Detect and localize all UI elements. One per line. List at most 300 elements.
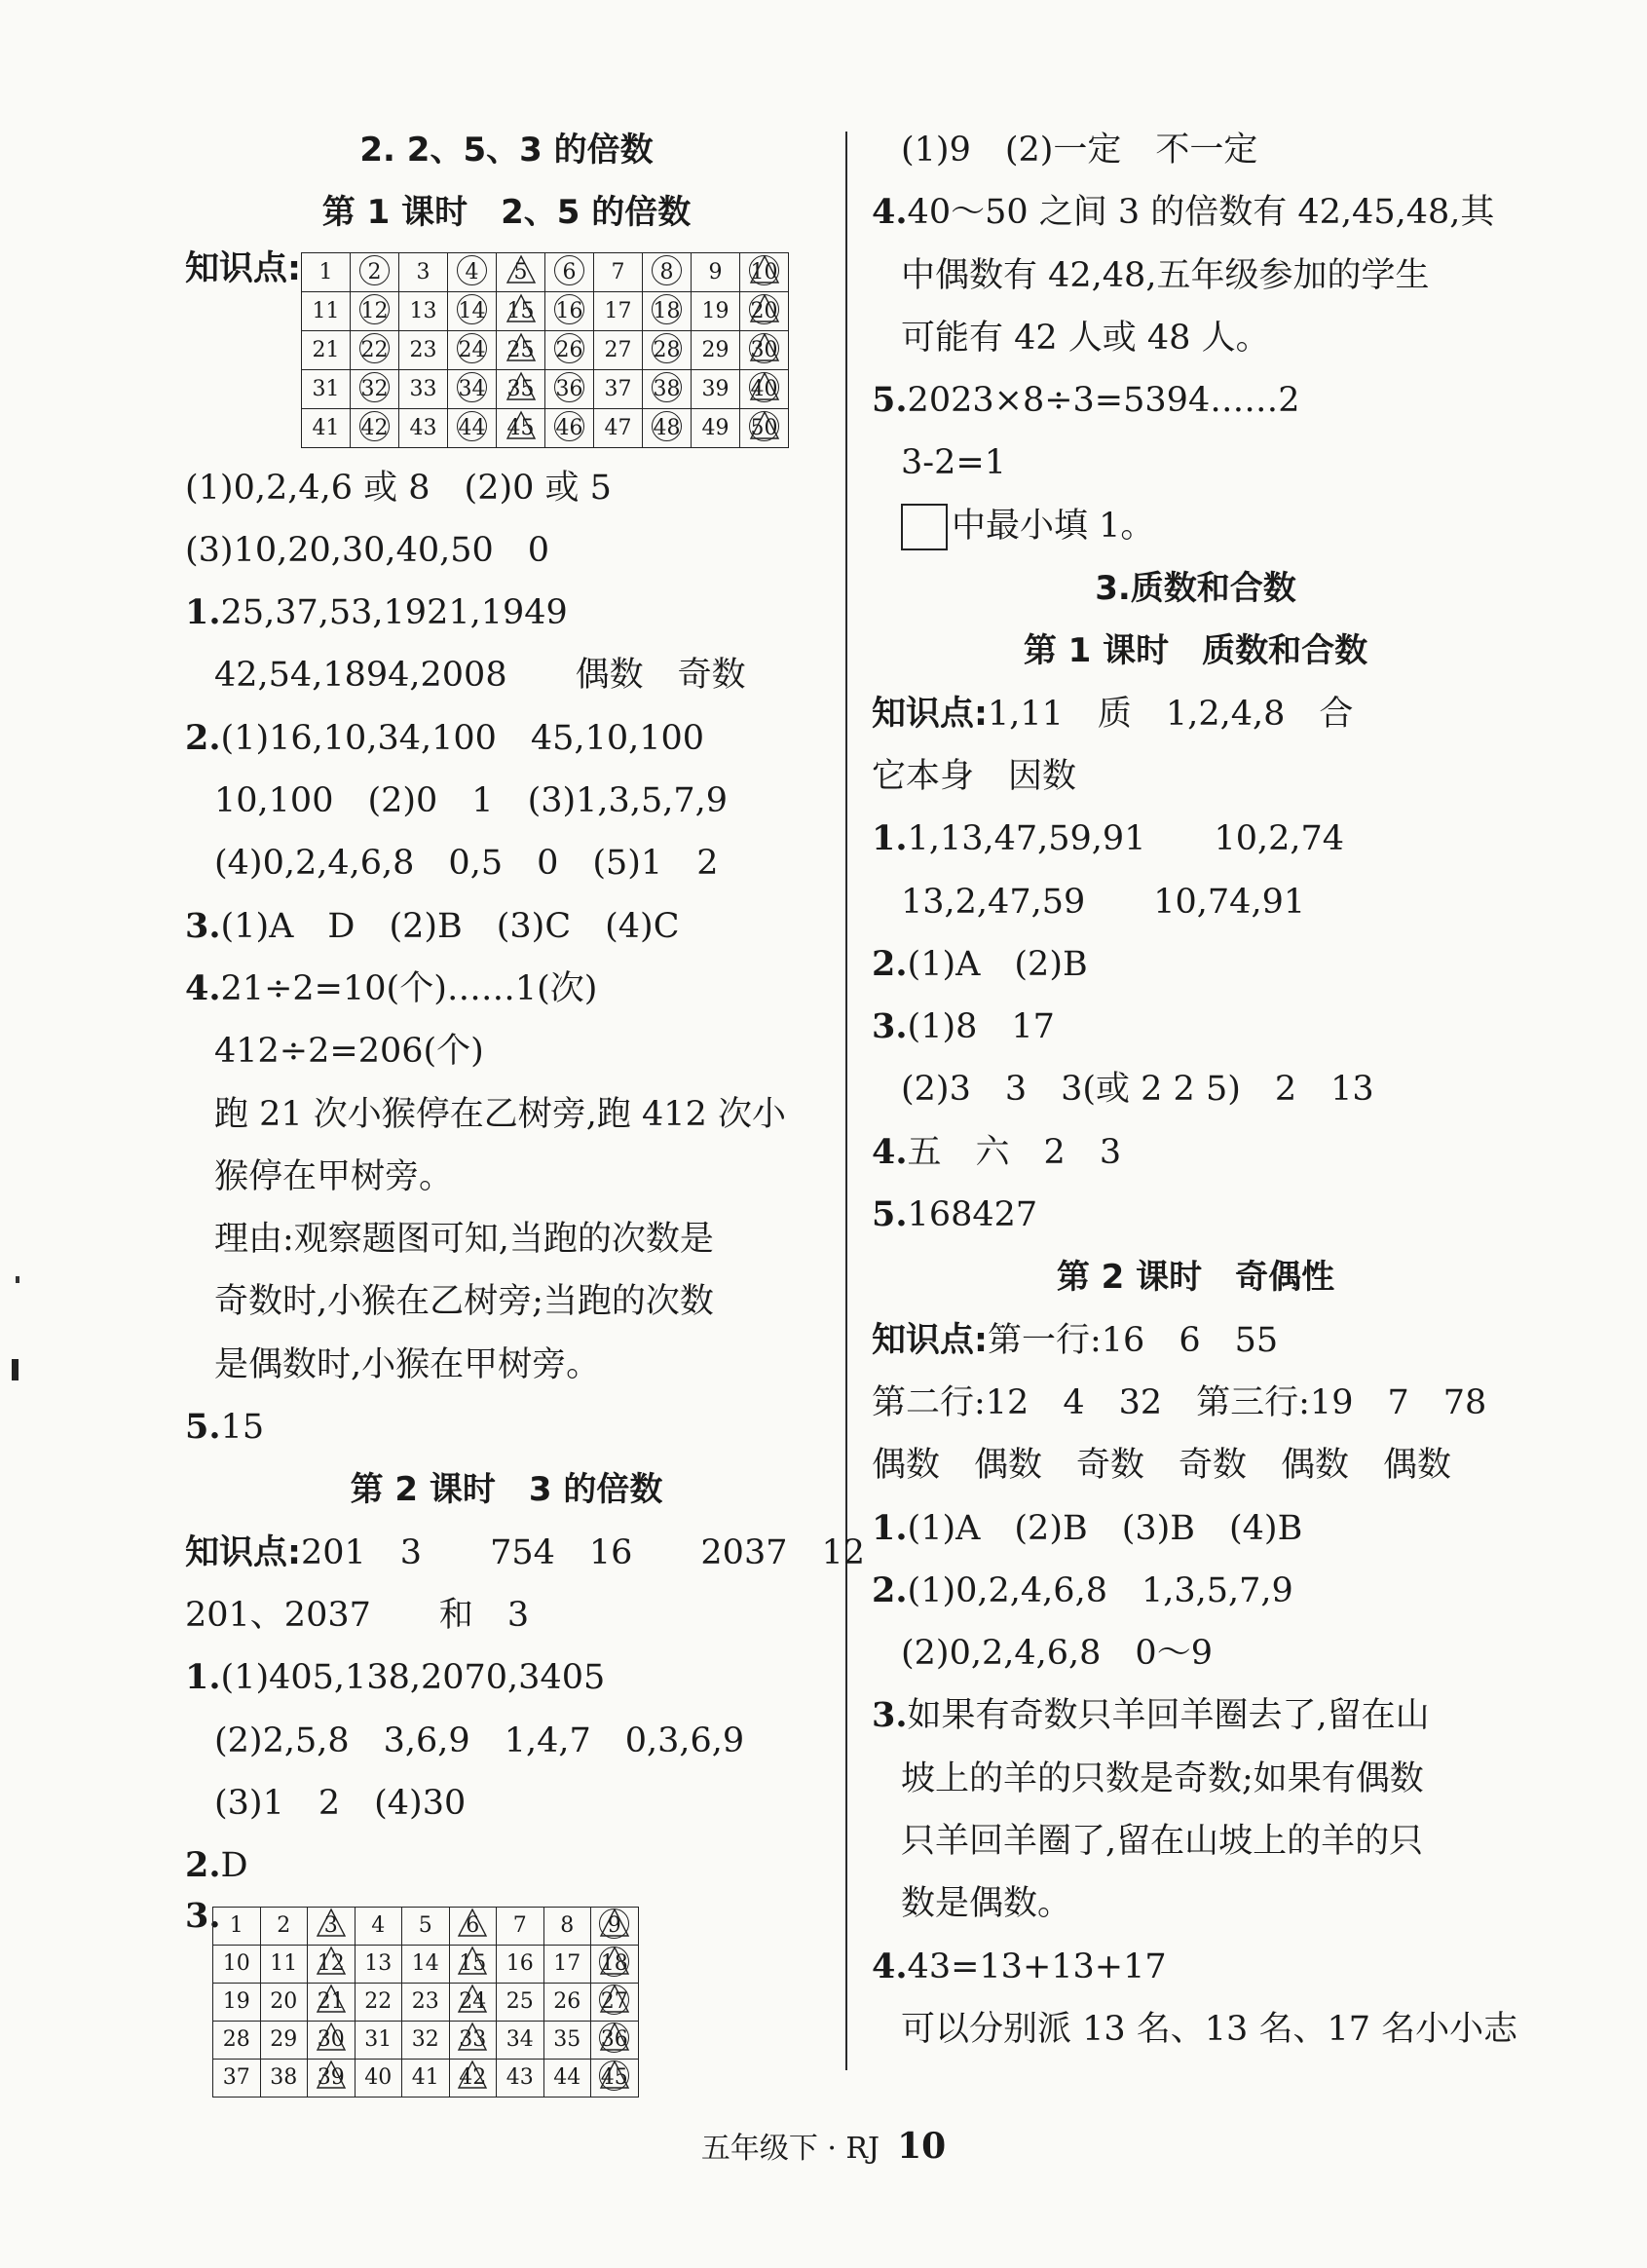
grid-number: 33 bbox=[409, 376, 437, 401]
grid-cell bbox=[497, 2060, 544, 2098]
answer-text: (4)0,2,4,6,8 0,5 0 (5)1 2 bbox=[214, 844, 719, 884]
grid-cell bbox=[302, 253, 351, 292]
answer-lines bbox=[185, 457, 828, 1459]
grid-number: 3 bbox=[416, 259, 430, 284]
grid-cell bbox=[591, 1984, 639, 2022]
answer-line bbox=[872, 996, 1519, 1058]
grid-cell bbox=[591, 1946, 639, 1984]
grid-cell bbox=[497, 331, 545, 370]
answer-line bbox=[185, 832, 828, 894]
grid-number: 45 bbox=[505, 414, 538, 443]
grid-number: 32 bbox=[358, 375, 392, 404]
grid-cell bbox=[643, 292, 692, 331]
answer-line bbox=[185, 1834, 828, 1897]
answer-text: 它本身 因数 bbox=[872, 756, 1077, 796]
grid-number: 21 bbox=[315, 1987, 348, 2017]
grid-cell bbox=[351, 409, 399, 448]
grid-cell bbox=[594, 409, 643, 448]
grid-number: 22 bbox=[358, 336, 392, 365]
answer-text: (1)405,138,2070,3405 bbox=[220, 1658, 606, 1698]
answer-text: (3)10,20,30,40,50 0 bbox=[185, 530, 550, 570]
grid-cell bbox=[449, 1946, 497, 1984]
knowledge-point-line bbox=[872, 683, 1519, 745]
knowledge-point-label: 知识点: bbox=[872, 1320, 988, 1360]
grid-number: 4 bbox=[456, 258, 489, 287]
answer-line bbox=[872, 1936, 1519, 1998]
grid-cell bbox=[449, 2060, 497, 2098]
grid-number: 45 bbox=[598, 2063, 631, 2093]
answer-line bbox=[872, 495, 1519, 557]
answer-line bbox=[185, 895, 828, 958]
answer-text: 跑 21 次小猴停在乙树旁,跑 412 次小 bbox=[214, 1094, 786, 1134]
grid-cell bbox=[591, 2022, 639, 2060]
answer-text: 可能有 42 人或 48 人。 bbox=[901, 318, 1270, 358]
grid-cell bbox=[302, 409, 351, 448]
column-divider bbox=[845, 132, 847, 2070]
answer-line bbox=[185, 1208, 828, 1270]
grid-cell bbox=[643, 331, 692, 370]
grid-cell bbox=[260, 2022, 308, 2060]
answer-line bbox=[872, 808, 1519, 870]
grid-cell bbox=[351, 253, 399, 292]
answer-text: 21÷2=10(个)……1(次) bbox=[220, 968, 598, 1008]
answer-line bbox=[185, 958, 828, 1020]
grid-number: 25 bbox=[505, 1989, 534, 2015]
grid-number: 28 bbox=[651, 336, 684, 365]
answer-text: 奇数时,小猴在乙树旁;当跑的次数 bbox=[214, 1282, 714, 1322]
grid-number: 14 bbox=[456, 297, 489, 326]
grid-number: 44 bbox=[553, 2065, 581, 2091]
grid-cell bbox=[213, 2022, 261, 2060]
knowledge-point-label: 知识点: bbox=[872, 694, 988, 734]
grid-cell bbox=[643, 409, 692, 448]
answer-lines bbox=[185, 1584, 828, 1897]
question-number: 2. bbox=[185, 1845, 221, 1886]
answer-text: 坡上的羊的只数是奇数;如果有偶数 bbox=[901, 1758, 1424, 1798]
grid-cell bbox=[308, 1946, 356, 1984]
grid-number: 31 bbox=[312, 376, 340, 401]
grid-number: 11 bbox=[312, 298, 340, 323]
answer-line bbox=[185, 457, 828, 519]
grid-number: 2 bbox=[277, 1913, 291, 1939]
grid-cell bbox=[692, 292, 740, 331]
grid-cell bbox=[692, 331, 740, 370]
grid-number: 30 bbox=[315, 2025, 348, 2055]
grid-cell bbox=[740, 253, 789, 292]
answer-line bbox=[185, 1020, 828, 1082]
grid-number: 39 bbox=[701, 376, 730, 401]
grid-cell bbox=[594, 331, 643, 370]
answer-text: (1)8 17 bbox=[907, 1007, 1055, 1047]
answer-line bbox=[872, 1560, 1519, 1622]
grid-number: 19 bbox=[701, 298, 730, 323]
answer-line bbox=[185, 1646, 828, 1709]
answer-lines bbox=[872, 745, 1519, 1246]
answer-text: 理由:观察题图可知,当跑的次数是 bbox=[214, 1220, 714, 1260]
grid-cell bbox=[594, 292, 643, 331]
grid-number: 9 bbox=[708, 259, 723, 284]
grid-number: 26 bbox=[553, 1989, 581, 2015]
grid-row bbox=[302, 331, 789, 370]
grid-cell bbox=[402, 1908, 450, 1946]
grid-number: 41 bbox=[411, 2065, 439, 2091]
grid-row bbox=[213, 2060, 639, 2098]
grid-number: 15 bbox=[505, 297, 538, 326]
grid-number: 33 bbox=[456, 2025, 489, 2055]
grid-cell bbox=[351, 331, 399, 370]
question-number: 3. bbox=[872, 1695, 908, 1736]
grid-cell bbox=[448, 331, 497, 370]
grid-cell bbox=[543, 1946, 591, 1984]
grid-number: 11 bbox=[270, 1951, 298, 1977]
grid-number: 38 bbox=[651, 375, 684, 404]
answer-line bbox=[185, 770, 828, 832]
grid-cell bbox=[448, 370, 497, 409]
grid-number: 23 bbox=[409, 337, 437, 362]
grid-cell bbox=[591, 1908, 639, 1946]
grid-number: 1 bbox=[318, 259, 333, 284]
grid-cell bbox=[399, 331, 448, 370]
grade-label: 五年级下 · RJ bbox=[700, 2132, 880, 2166]
grid-number: 15 bbox=[456, 1949, 489, 1979]
grid-cell bbox=[302, 370, 351, 409]
answer-text: 25,37,53,1921,1949 bbox=[220, 593, 568, 633]
grid-cell bbox=[740, 292, 789, 331]
grid-cell bbox=[545, 292, 594, 331]
answer-text: 1,13,47,59,91 10,2,74 bbox=[907, 819, 1345, 859]
grid-number: 28 bbox=[222, 2027, 250, 2053]
grid-number: 23 bbox=[411, 1989, 439, 2015]
grid-number: 27 bbox=[604, 337, 632, 362]
answer-line bbox=[185, 1710, 828, 1772]
answer-text: 第二行:12 4 32 第三行:19 7 78 bbox=[872, 1382, 1487, 1422]
grid-number: 17 bbox=[553, 1951, 581, 1977]
grid-row bbox=[302, 253, 789, 292]
grid-cell bbox=[543, 1908, 591, 1946]
grid-number: 3 bbox=[315, 1911, 348, 1941]
answer-text: 中最小填 1。 bbox=[952, 506, 1155, 546]
grid-cell bbox=[449, 1984, 497, 2022]
answer-line bbox=[872, 181, 1519, 244]
grid-number: 12 bbox=[358, 297, 392, 326]
grid-cell bbox=[402, 1984, 450, 2022]
question-number: 5. bbox=[185, 1407, 221, 1448]
answer-text: 42,54,1894,2008 偶数 奇数 bbox=[214, 656, 746, 696]
grid-number: 8 bbox=[560, 1913, 575, 1939]
multiples-of-3-grid-row bbox=[185, 1897, 828, 2107]
grid-number: 12 bbox=[315, 1949, 348, 1979]
grid-number: 38 bbox=[270, 2065, 298, 2091]
section-title: 3.质数和合数 bbox=[1095, 569, 1296, 609]
answer-line bbox=[872, 1998, 1519, 2060]
answer-line bbox=[185, 519, 828, 582]
grid-cell bbox=[643, 253, 692, 292]
grid-number: 25 bbox=[505, 336, 538, 365]
question-number: 3. bbox=[185, 905, 221, 946]
grid-number: 21 bbox=[312, 337, 340, 362]
grid-number: 40 bbox=[748, 375, 781, 404]
knowledge-point-label: 知识点: bbox=[185, 248, 301, 288]
answer-line bbox=[872, 1434, 1519, 1496]
grid-cell bbox=[692, 409, 740, 448]
answer-text: (1)A (2)B bbox=[907, 944, 1088, 984]
grid-cell bbox=[740, 331, 789, 370]
answer-line bbox=[185, 1334, 828, 1396]
grid-number: 37 bbox=[604, 376, 632, 401]
lesson-title: 第 2 课时 奇偶性 bbox=[1056, 1258, 1335, 1298]
grid-number: 40 bbox=[364, 2065, 393, 2091]
grid-cell bbox=[543, 2060, 591, 2098]
grid-number: 9 bbox=[598, 1911, 631, 1941]
answer-line bbox=[185, 1772, 828, 1834]
answer-text: (1)0,2,4,6,8 1,3,5,7,9 bbox=[907, 1570, 1293, 1610]
grid-cell bbox=[497, 1984, 544, 2022]
grid-cell bbox=[355, 1946, 402, 1984]
answer-text: (1)0,2,4,6 或 8 (2)0 或 5 bbox=[185, 468, 612, 508]
knowledge-point-grid-row bbox=[185, 245, 828, 457]
answer-line bbox=[185, 1083, 828, 1146]
grid-number: 24 bbox=[456, 1987, 489, 2017]
grid-number: 47 bbox=[604, 415, 632, 440]
grid-number: 13 bbox=[364, 1951, 393, 1977]
grid-cell bbox=[497, 292, 545, 331]
scan-specks bbox=[12, 1276, 19, 1380]
answer-line bbox=[872, 119, 1519, 181]
grid-number: 30 bbox=[748, 336, 781, 365]
grid-number: 35 bbox=[553, 2027, 581, 2053]
answer-line bbox=[872, 245, 1519, 307]
question-number: 4. bbox=[872, 1131, 908, 1172]
answer-text: (1)A (2)B (3)B (4)B bbox=[907, 1508, 1303, 1548]
grid-number: 24 bbox=[456, 336, 489, 365]
answer-line bbox=[872, 1372, 1519, 1434]
grid-row bbox=[213, 1908, 639, 1946]
grid-number: 35 bbox=[505, 375, 538, 404]
grid-cell bbox=[308, 2022, 356, 2060]
knowledge-point-answer: 1,11 质 1,2,4,8 合 bbox=[988, 694, 1354, 734]
answer-line bbox=[872, 1810, 1519, 1872]
grid-cell bbox=[497, 1908, 544, 1946]
answer-text: (1)A D (2)B (3)C (4)C bbox=[220, 906, 680, 946]
grid-number: 14 bbox=[411, 1951, 439, 1977]
grid-number: 49 bbox=[701, 415, 730, 440]
grid-cell bbox=[351, 292, 399, 331]
answer-line bbox=[185, 1584, 828, 1646]
grid-cell bbox=[497, 253, 545, 292]
grid-cell bbox=[399, 370, 448, 409]
grid-cell bbox=[692, 370, 740, 409]
answer-text: 只羊回羊圈了,留在山坡上的羊的只 bbox=[901, 1822, 1424, 1862]
knowledge-point-answer: 第一行:16 6 55 bbox=[988, 1320, 1279, 1360]
grid-cell bbox=[497, 370, 545, 409]
grid-number: 1 bbox=[229, 1913, 243, 1939]
left-column bbox=[185, 119, 866, 2107]
grid-number: 34 bbox=[505, 2027, 534, 2053]
grid-number: 41 bbox=[312, 415, 340, 440]
grid-cell bbox=[402, 2060, 450, 2098]
grid-number: 26 bbox=[553, 336, 586, 365]
grid-cell bbox=[591, 2060, 639, 2098]
answer-text: 201、2037 和 3 bbox=[185, 1595, 530, 1635]
answer-text: 猴停在甲树旁。 bbox=[214, 1156, 454, 1196]
answer-text: 412÷2=206(个) bbox=[214, 1032, 484, 1072]
grid-cell bbox=[260, 1946, 308, 1984]
answer-lines bbox=[872, 119, 1519, 495]
grid-cell bbox=[497, 2022, 544, 2060]
answer-text: 数是偶数。 bbox=[901, 1884, 1072, 1924]
grid-number: 39 bbox=[315, 2063, 348, 2093]
answer-lines bbox=[872, 1372, 1519, 2060]
grid-row bbox=[213, 1946, 639, 1984]
grid-cell bbox=[399, 292, 448, 331]
answer-line bbox=[185, 644, 828, 706]
question-number: 4. bbox=[872, 192, 908, 233]
grid-cell bbox=[213, 2060, 261, 2098]
answer-text: 13,2,47,59 10,74,91 bbox=[901, 882, 1306, 922]
grid-number: 18 bbox=[598, 1949, 631, 1979]
grid-cell bbox=[402, 2022, 450, 2060]
knowledge-point-label: 知识点: bbox=[185, 1532, 301, 1572]
question-number: 2. bbox=[872, 943, 908, 984]
grid-number: 18 bbox=[651, 297, 684, 326]
answer-text: 偶数 偶数 奇数 奇数 偶数 偶数 bbox=[872, 1446, 1452, 1486]
grid-cell bbox=[302, 292, 351, 331]
right-column bbox=[872, 119, 1519, 2060]
grid-number: 2 bbox=[358, 258, 392, 287]
lesson-title: 第 1 课时 质数和合数 bbox=[1023, 631, 1368, 671]
grid-number: 32 bbox=[411, 2027, 439, 2053]
grid-row bbox=[302, 292, 789, 331]
question-number: 2. bbox=[185, 717, 221, 758]
grid-number: 36 bbox=[553, 375, 586, 404]
grid-number: 20 bbox=[270, 1989, 298, 2015]
question-number: 4. bbox=[185, 967, 221, 1008]
grid-cell bbox=[692, 253, 740, 292]
grid-number: 29 bbox=[701, 337, 730, 362]
answer-text: (1)16,10,34,100 45,10,100 bbox=[220, 718, 705, 758]
grid-cell bbox=[308, 1984, 356, 2022]
grid-number: 46 bbox=[553, 414, 586, 443]
grid-cell bbox=[260, 1908, 308, 1946]
grid-row bbox=[213, 2022, 639, 2060]
grid-number: 17 bbox=[604, 298, 632, 323]
lesson-title: 第 2 课时 3 的倍数 bbox=[350, 1470, 663, 1510]
grid-number: 6 bbox=[456, 1911, 489, 1941]
answer-line bbox=[185, 1270, 828, 1333]
question-number: 1. bbox=[185, 592, 221, 633]
grid-number: 13 bbox=[409, 298, 437, 323]
grid-number: 50 bbox=[748, 414, 781, 443]
question-number: 1. bbox=[872, 818, 908, 859]
grid-cell bbox=[497, 1946, 544, 1984]
question-number: 3. bbox=[185, 1896, 221, 1937]
grid-number: 19 bbox=[222, 1989, 250, 2015]
grid-cell bbox=[351, 370, 399, 409]
grid-cell bbox=[213, 1908, 261, 1946]
grid-number: 42 bbox=[358, 414, 392, 443]
grid-cell bbox=[643, 370, 692, 409]
answer-line bbox=[872, 871, 1519, 933]
grid-number: 48 bbox=[651, 414, 684, 443]
answer-text: D bbox=[220, 1846, 248, 1886]
answer-text: 可以分别派 13 名、13 名、17 名小小志 bbox=[901, 2009, 1518, 2049]
multiples-of-2-and-5-grid bbox=[301, 252, 789, 448]
grid-cell bbox=[308, 1908, 356, 1946]
grid-cell bbox=[449, 2022, 497, 2060]
answer-line bbox=[872, 1748, 1519, 1810]
question-number: 5. bbox=[872, 1194, 908, 1235]
grid-cell bbox=[448, 292, 497, 331]
grid-cell bbox=[213, 1946, 261, 1984]
knowledge-point-line bbox=[872, 1309, 1519, 1372]
grid-cell bbox=[213, 1984, 261, 2022]
answer-line bbox=[872, 933, 1519, 996]
grid-number: 6 bbox=[553, 258, 586, 287]
answer-line bbox=[872, 1622, 1519, 1684]
grid-cell bbox=[308, 2060, 356, 2098]
answer-line bbox=[872, 432, 1519, 494]
grid-cell bbox=[543, 2022, 591, 2060]
answer-line bbox=[872, 369, 1519, 432]
grid-cell bbox=[594, 370, 643, 409]
grid-cell bbox=[740, 409, 789, 448]
grid-number: 31 bbox=[364, 2027, 393, 2053]
grid-number: 37 bbox=[222, 2065, 250, 2091]
grid-number: 10 bbox=[222, 1951, 250, 1977]
page-number: 10 bbox=[897, 2126, 947, 2167]
answer-line bbox=[872, 1872, 1519, 1935]
grid-number: 16 bbox=[553, 297, 586, 326]
answer-text: 10,100 (2)0 1 (3)1,3,5,7,9 bbox=[214, 781, 728, 821]
grid-number: 4 bbox=[371, 1913, 386, 1939]
question-number: 4. bbox=[872, 1946, 908, 1986]
answer-text: 168427 bbox=[907, 1195, 1038, 1235]
grid-cell bbox=[545, 253, 594, 292]
question-number: 5. bbox=[872, 380, 908, 421]
answer-text: 如果有奇数只羊回羊圈去了,留在山 bbox=[907, 1696, 1430, 1736]
answer-text: (3)1 2 (4)30 bbox=[214, 1783, 467, 1823]
multiples-of-3-grid bbox=[212, 1907, 639, 2098]
answer-text: (1)9 (2)一定 不一定 bbox=[901, 131, 1258, 170]
answer-text: 是偶数时,小猴在甲树旁。 bbox=[214, 1344, 601, 1384]
grid-number: 29 bbox=[270, 2027, 298, 2053]
grid-cell bbox=[302, 331, 351, 370]
grid-cell bbox=[355, 2060, 402, 2098]
grid-cell bbox=[402, 1946, 450, 1984]
grid-number: 20 bbox=[748, 297, 781, 326]
grid-number: 7 bbox=[611, 259, 625, 284]
grid-cell bbox=[545, 370, 594, 409]
answer-line bbox=[185, 1396, 828, 1458]
answer-line bbox=[185, 1146, 828, 1208]
answer-line bbox=[872, 1497, 1519, 1560]
answer-text: 中偶数有 42,48,五年级参加的学生 bbox=[901, 255, 1430, 295]
answer-line bbox=[872, 745, 1519, 808]
answer-line bbox=[185, 582, 828, 644]
answer-line bbox=[872, 1121, 1519, 1184]
knowledge-point-answer: 201 3 754 16 2037 12 bbox=[301, 1532, 866, 1572]
blank-box bbox=[901, 504, 948, 550]
grid-cell bbox=[545, 331, 594, 370]
grid-number: 5 bbox=[418, 1913, 432, 1939]
grid-cell bbox=[355, 1984, 402, 2022]
page-footer bbox=[0, 2124, 1647, 2167]
grid-number: 27 bbox=[598, 1987, 631, 2017]
answer-text: 15 bbox=[220, 1408, 265, 1448]
grid-number: 16 bbox=[505, 1951, 534, 1977]
grid-cell bbox=[355, 2022, 402, 2060]
grid-cell bbox=[497, 409, 545, 448]
